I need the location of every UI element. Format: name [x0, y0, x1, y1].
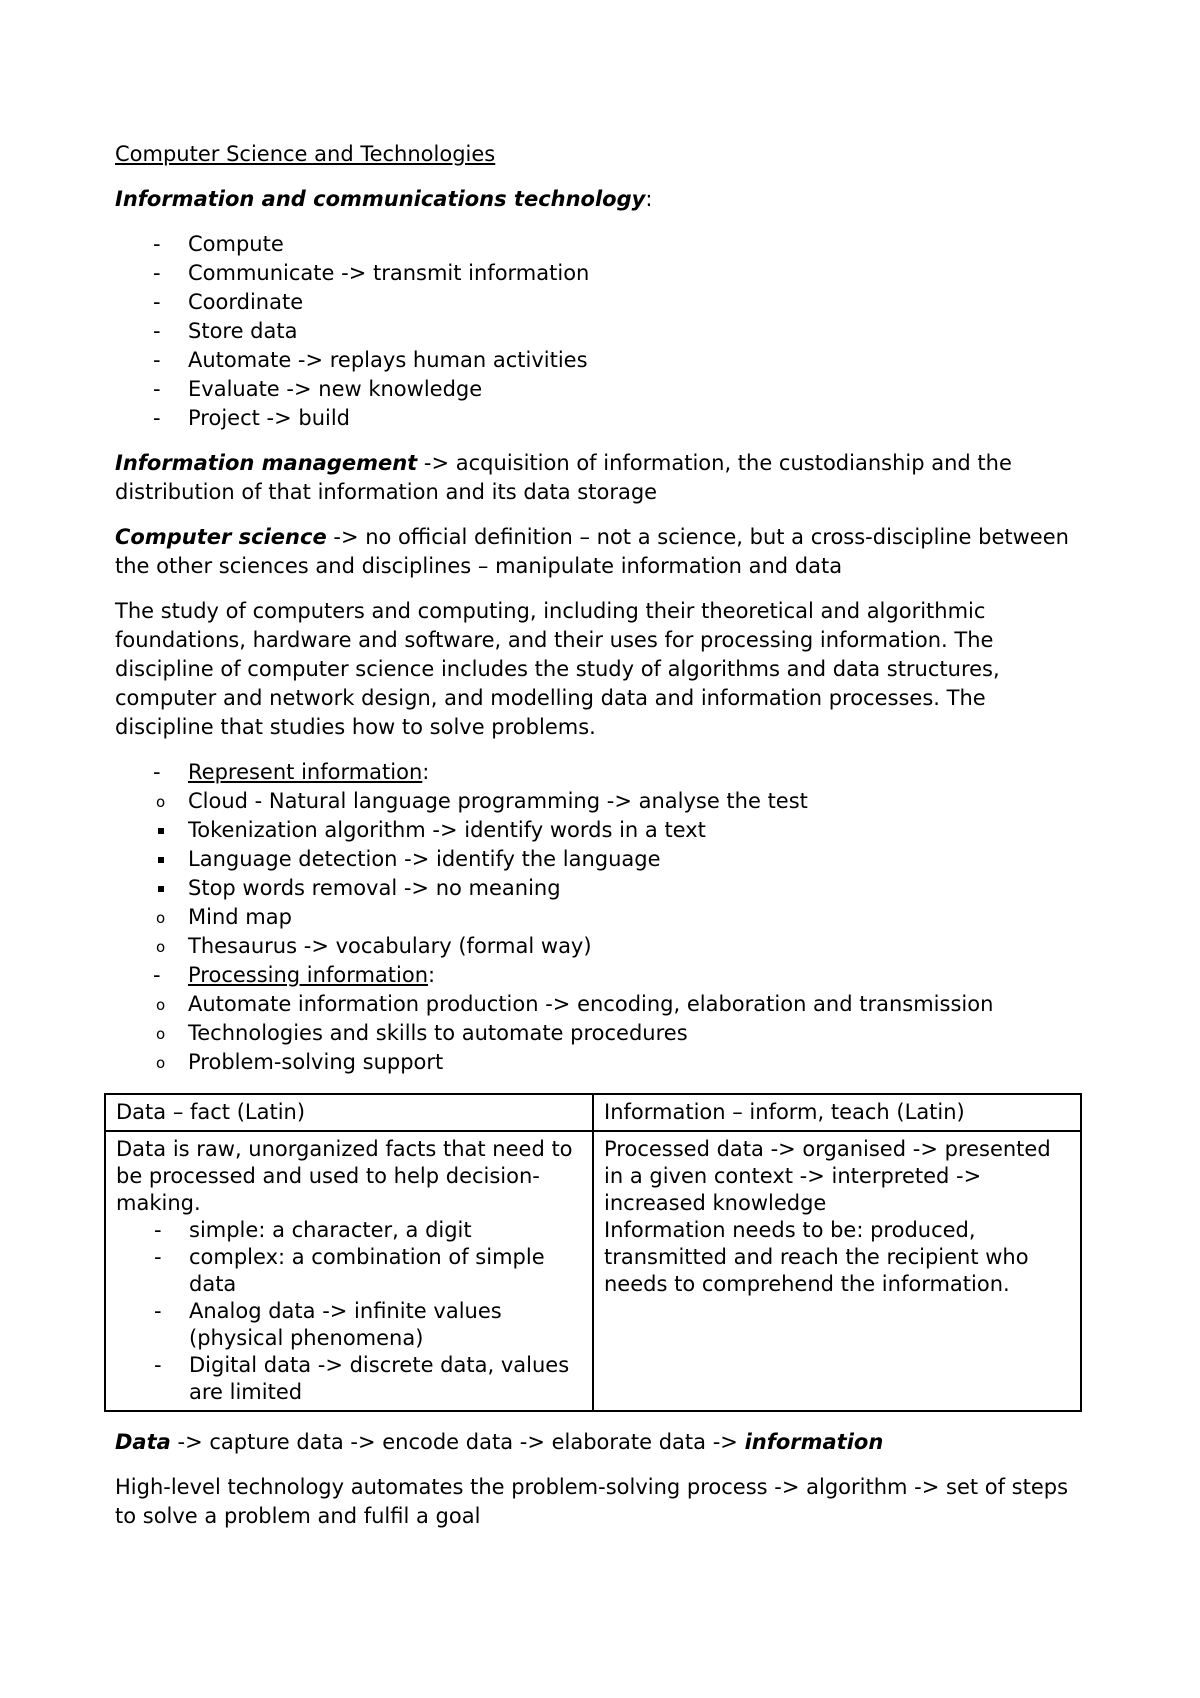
represent-label: Represent information	[188, 760, 423, 784]
information-line-2: Information needs to be: produced, transmitted and reach the recipient who needs to comprehend the information.	[604, 1218, 1029, 1296]
represent-colon: :	[422, 760, 430, 784]
list-item-represent	[115, 758, 1090, 961]
list-item: - Store data	[115, 317, 1090, 346]
list-item: - Project -> build	[115, 404, 1090, 433]
study-paragraph: The study of computers and computing, including their theoretical and algorithmic foundations, hardware and software, and their uses for processing information. The discipline of computer science includes the study of algorithms and data structures, computer and network design, and modelling data and information processes. The discipline that studies how to solve problems.	[115, 599, 1000, 739]
data-flow-line	[115, 1428, 1090, 1457]
ict-heading-line	[115, 185, 1090, 214]
list-item	[188, 787, 1090, 903]
list-item: Language detection -> identify the language	[188, 845, 1090, 874]
high-level-paragraph: High-level technology automates the problem-solving process -> algorithm -> set of steps to solve a problem and fulfil a goal	[115, 1475, 1069, 1528]
ict-list	[115, 230, 1090, 433]
info-management-term: Information management	[115, 451, 418, 475]
document-page	[115, 140, 1090, 1547]
list-item-processing	[115, 961, 1090, 1077]
represent-sublist	[188, 787, 1090, 961]
computer-science-term: Computer science	[115, 525, 327, 549]
page-title: Computer Science and Technologies	[115, 142, 496, 166]
data-information-table	[104, 1093, 1082, 1412]
processing-colon: :	[428, 963, 436, 987]
processing-label: Processing information	[188, 963, 429, 987]
information-line-1: Processed data -> organised -> presented in a given context -> interpreted -> increased knowledge	[604, 1137, 1051, 1215]
processing-sublist	[188, 990, 1090, 1077]
flow-start: Data	[115, 1430, 171, 1454]
list-item: - Analog data -> infinite values (physical phenomena)	[116, 1298, 582, 1352]
cs-topics-list	[115, 758, 1090, 1077]
table-header-row	[105, 1094, 1081, 1131]
table-header-cell: Information – inform, teach (Latin)	[593, 1094, 1081, 1131]
list-item: - Coordinate	[115, 288, 1090, 317]
table-row	[105, 1131, 1081, 1411]
flow-middle: -> capture data -> encode data -> elaborate data ->	[170, 1430, 745, 1454]
list-item: o Automate information production -> encoding, elaboration and transmission	[188, 990, 1090, 1019]
list-item: o Technologies and skills to automate procedures	[188, 1019, 1090, 1048]
table-cell-data	[105, 1131, 593, 1411]
list-item: o Thesaurus -> vocabulary (formal way)	[188, 932, 1090, 961]
cloud-sublist	[188, 816, 1090, 903]
list-item: o Mind map	[188, 903, 1090, 932]
data-types-list	[116, 1217, 582, 1406]
info-management-paragraph	[115, 449, 1090, 507]
list-item: Tokenization algorithm -> identify words in a text	[188, 816, 1090, 845]
list-item: - Automate -> replays human activities	[115, 346, 1090, 375]
list-item: - Compute	[115, 230, 1090, 259]
ict-heading: Information and communications technology	[115, 187, 646, 211]
list-item: - complex: a combination of simple data	[116, 1244, 582, 1298]
table-cell-information	[593, 1131, 1081, 1411]
list-item: - simple: a character, a digit	[116, 1217, 582, 1244]
computer-science-text: -> no official definition – not a science, but a cross-discipline between the other sciences and disciplines – manipulate information and data	[115, 525, 1069, 578]
list-item: - Communicate -> transmit information	[115, 259, 1090, 288]
cloud-item: Cloud - Natural language programming -> analyse the test	[188, 789, 808, 813]
list-item: Stop words removal -> no meaning	[188, 874, 1090, 903]
computer-science-paragraph	[115, 523, 1090, 581]
info-management-text: -> acquisition of information, the custodianship and the distribution of that information and its data storage	[115, 451, 1012, 504]
table-header-cell: Data – fact (Latin)	[105, 1094, 593, 1131]
ict-colon: :	[645, 187, 653, 211]
data-intro: Data is raw, unorganized facts that need to be processed and used to help decision-making.	[116, 1137, 573, 1215]
list-item: - Digital data -> discrete data, values are limited	[116, 1352, 582, 1406]
list-item: o Problem-solving support	[188, 1048, 1090, 1077]
list-item: - Evaluate -> new knowledge	[115, 375, 1090, 404]
flow-end: information	[744, 1430, 884, 1454]
